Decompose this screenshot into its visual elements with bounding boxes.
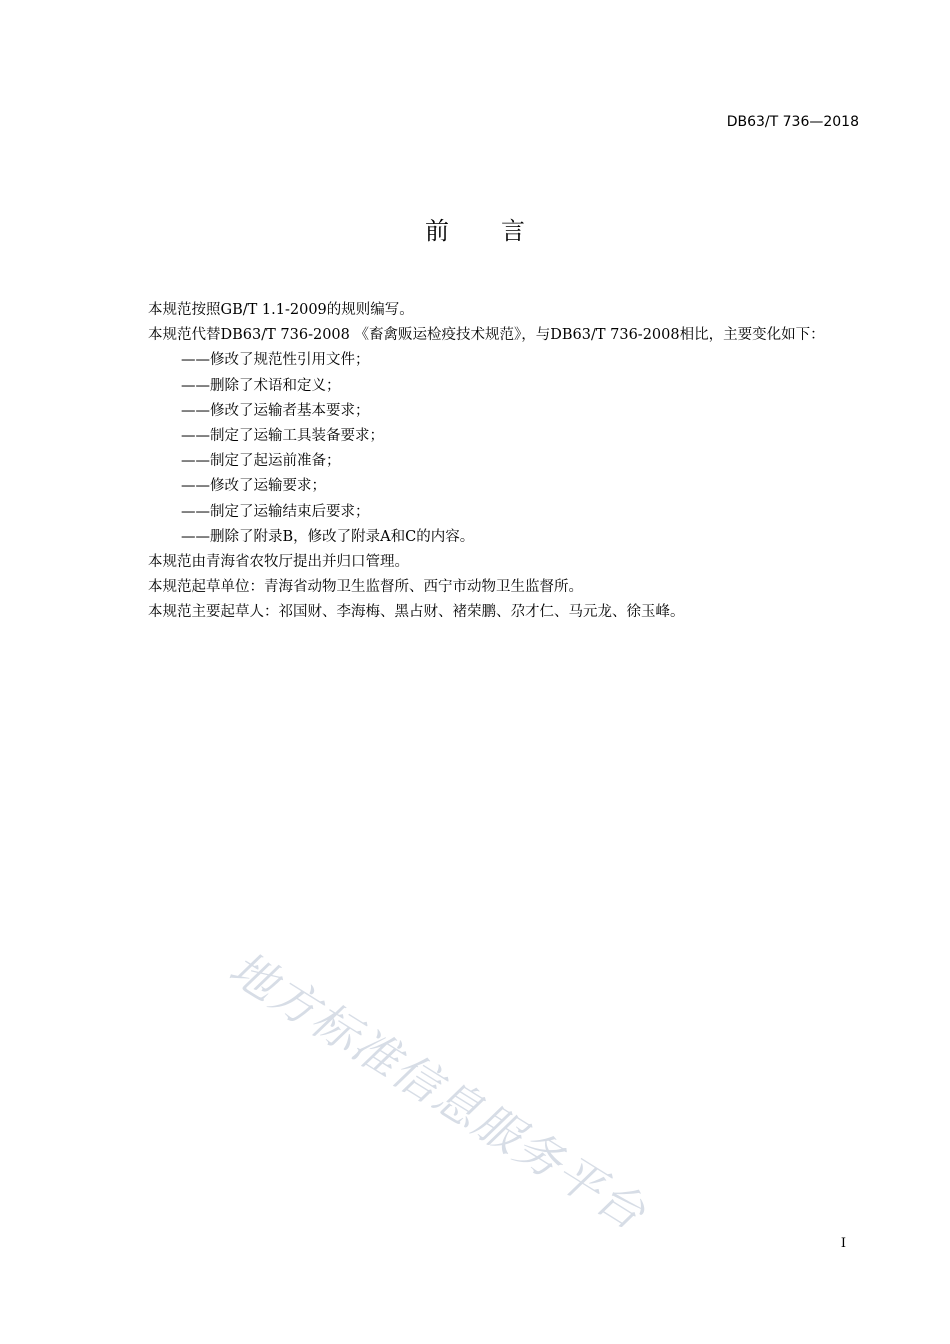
watermark: 地方标准信息服务平台 [220,940,656,1241]
change-item: ——修改了运输者基本要求； [181,402,370,419]
change-item: ——制定了运输工具装备要求； [181,428,384,445]
standard-code-header: DB63/T 736—2018 [726,114,859,130]
paragraph-drafters: 本规范主要起草人：祁国财、李海梅、黑占财、褚荣鹏、尕才仁、马元龙、徐玉峰。 [148,604,685,621]
paragraph-drafting-rule: 本规范按照GB/T 1.1-2009的规则编写。 [148,302,414,318]
change-item: ——制定了运输结束后要求； [181,503,370,520]
paragraph-replacement: 本规范代替DB63/T 736-2008 《畜禽贩运检疫技术规范》，与DB63/T 736-2008相比，主要变化如下： [148,327,825,344]
change-item: ——修改了规范性引用文件； [181,352,370,369]
change-item: ——修改了运输要求； [181,478,326,495]
page-title [0,211,950,246]
page-number: I [840,1236,846,1251]
title-char-2: 言 [501,217,525,245]
change-item: ——删除了附录B，修改了附录A和C的内容。 [181,528,475,545]
change-item: ——制定了起运前准备； [181,453,341,470]
title-char-1: 前 [425,217,449,245]
change-item: ——删除了术语和定义； [181,377,341,394]
paragraph-proposer: 本规范由青海省农牧厅提出并归口管理。 [148,554,409,571]
foreword-body [148,298,868,626]
paragraph-drafting-units: 本规范起草单位：青海省动物卫生监督所、西宁市动物卫生监督所。 [148,579,583,596]
